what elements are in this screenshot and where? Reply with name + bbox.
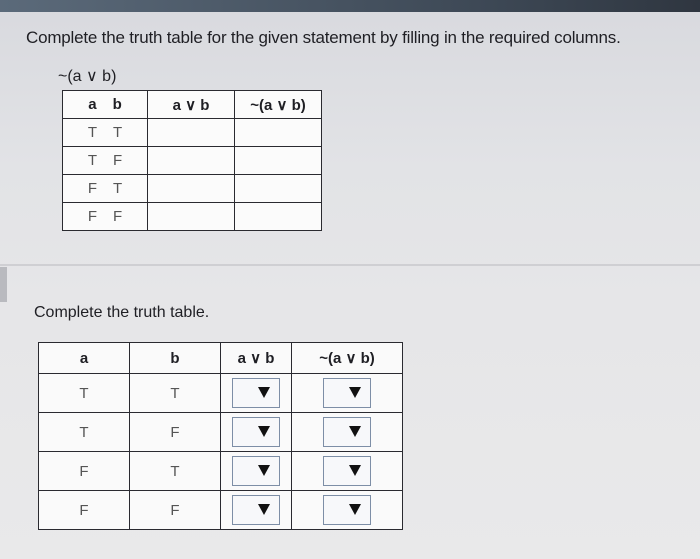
- header-b: b: [130, 343, 221, 374]
- header-a: a: [39, 343, 130, 374]
- cell-b: T: [113, 124, 123, 141]
- blank-cell: [235, 175, 322, 203]
- table-row: [39, 452, 403, 491]
- table-row: [63, 147, 322, 175]
- caret-down-icon: [258, 426, 270, 437]
- caret-down-icon: [349, 504, 361, 515]
- caret-down-icon: [349, 426, 361, 437]
- cell-b: T: [113, 180, 123, 197]
- caret-down-icon: [349, 387, 361, 398]
- caret-down-icon: [258, 504, 270, 515]
- header-b: b: [112, 96, 122, 113]
- header-not-a-or-b: ~(a ∨ b): [292, 343, 403, 374]
- blank-cell: [148, 147, 235, 175]
- not-a-or-b-dropdown-row3[interactable]: [323, 456, 371, 486]
- table-row: [63, 203, 322, 231]
- header-not-a-or-b: ~(a ∨ b): [235, 91, 322, 119]
- truth-table-reference: [62, 90, 322, 231]
- table-header-row: [63, 91, 322, 119]
- caret-down-icon: [258, 387, 270, 398]
- left-edge-marker: [0, 267, 7, 302]
- not-a-or-b-dropdown-row1[interactable]: [323, 378, 371, 408]
- table-row: [63, 119, 322, 147]
- cell-a: F: [39, 452, 130, 491]
- cell-b: T: [130, 374, 221, 413]
- cell-a: T: [39, 374, 130, 413]
- cell-a: F: [87, 180, 97, 197]
- cell-a: T: [87, 124, 97, 141]
- header-a-or-b: a ∨ b: [221, 343, 292, 374]
- table-row: [63, 175, 322, 203]
- blank-cell: [235, 203, 322, 231]
- cell-b: T: [130, 452, 221, 491]
- cell-a: F: [39, 491, 130, 530]
- blank-cell: [235, 147, 322, 175]
- header-a: a: [88, 96, 97, 113]
- cell-b: F: [113, 208, 123, 225]
- a-or-b-dropdown-row4[interactable]: [232, 495, 280, 525]
- table-header-row: [39, 343, 403, 374]
- table-row: [39, 413, 403, 452]
- cell-b: F: [130, 413, 221, 452]
- cell-a: F: [87, 208, 97, 225]
- statement-formula: ~(a ∨ b): [58, 68, 117, 85]
- table-row: [39, 374, 403, 413]
- a-or-b-dropdown-row1[interactable]: [232, 378, 280, 408]
- not-a-or-b-dropdown-row4[interactable]: [323, 495, 371, 525]
- caret-down-icon: [258, 465, 270, 476]
- section-divider: [0, 264, 700, 266]
- blank-cell: [148, 175, 235, 203]
- header-a-b: [63, 91, 148, 119]
- cell-a: T: [39, 413, 130, 452]
- blank-cell: [148, 203, 235, 231]
- instruction-text: Complete the truth table.: [34, 304, 210, 321]
- truth-table-answer: [38, 342, 403, 530]
- question-title: Complete the truth table for the given statement by filling in the required columns.: [26, 28, 621, 47]
- not-a-or-b-dropdown-row2[interactable]: [323, 417, 371, 447]
- blank-cell: [148, 119, 235, 147]
- blank-cell: [235, 119, 322, 147]
- a-or-b-dropdown-row2[interactable]: [232, 417, 280, 447]
- header-a-or-b: a ∨ b: [148, 91, 235, 119]
- top-bar: [0, 0, 700, 12]
- table-row: [39, 491, 403, 530]
- cell-b: F: [130, 491, 221, 530]
- caret-down-icon: [349, 465, 361, 476]
- cell-a: T: [87, 152, 97, 169]
- a-or-b-dropdown-row3[interactable]: [232, 456, 280, 486]
- cell-b: F: [113, 152, 123, 169]
